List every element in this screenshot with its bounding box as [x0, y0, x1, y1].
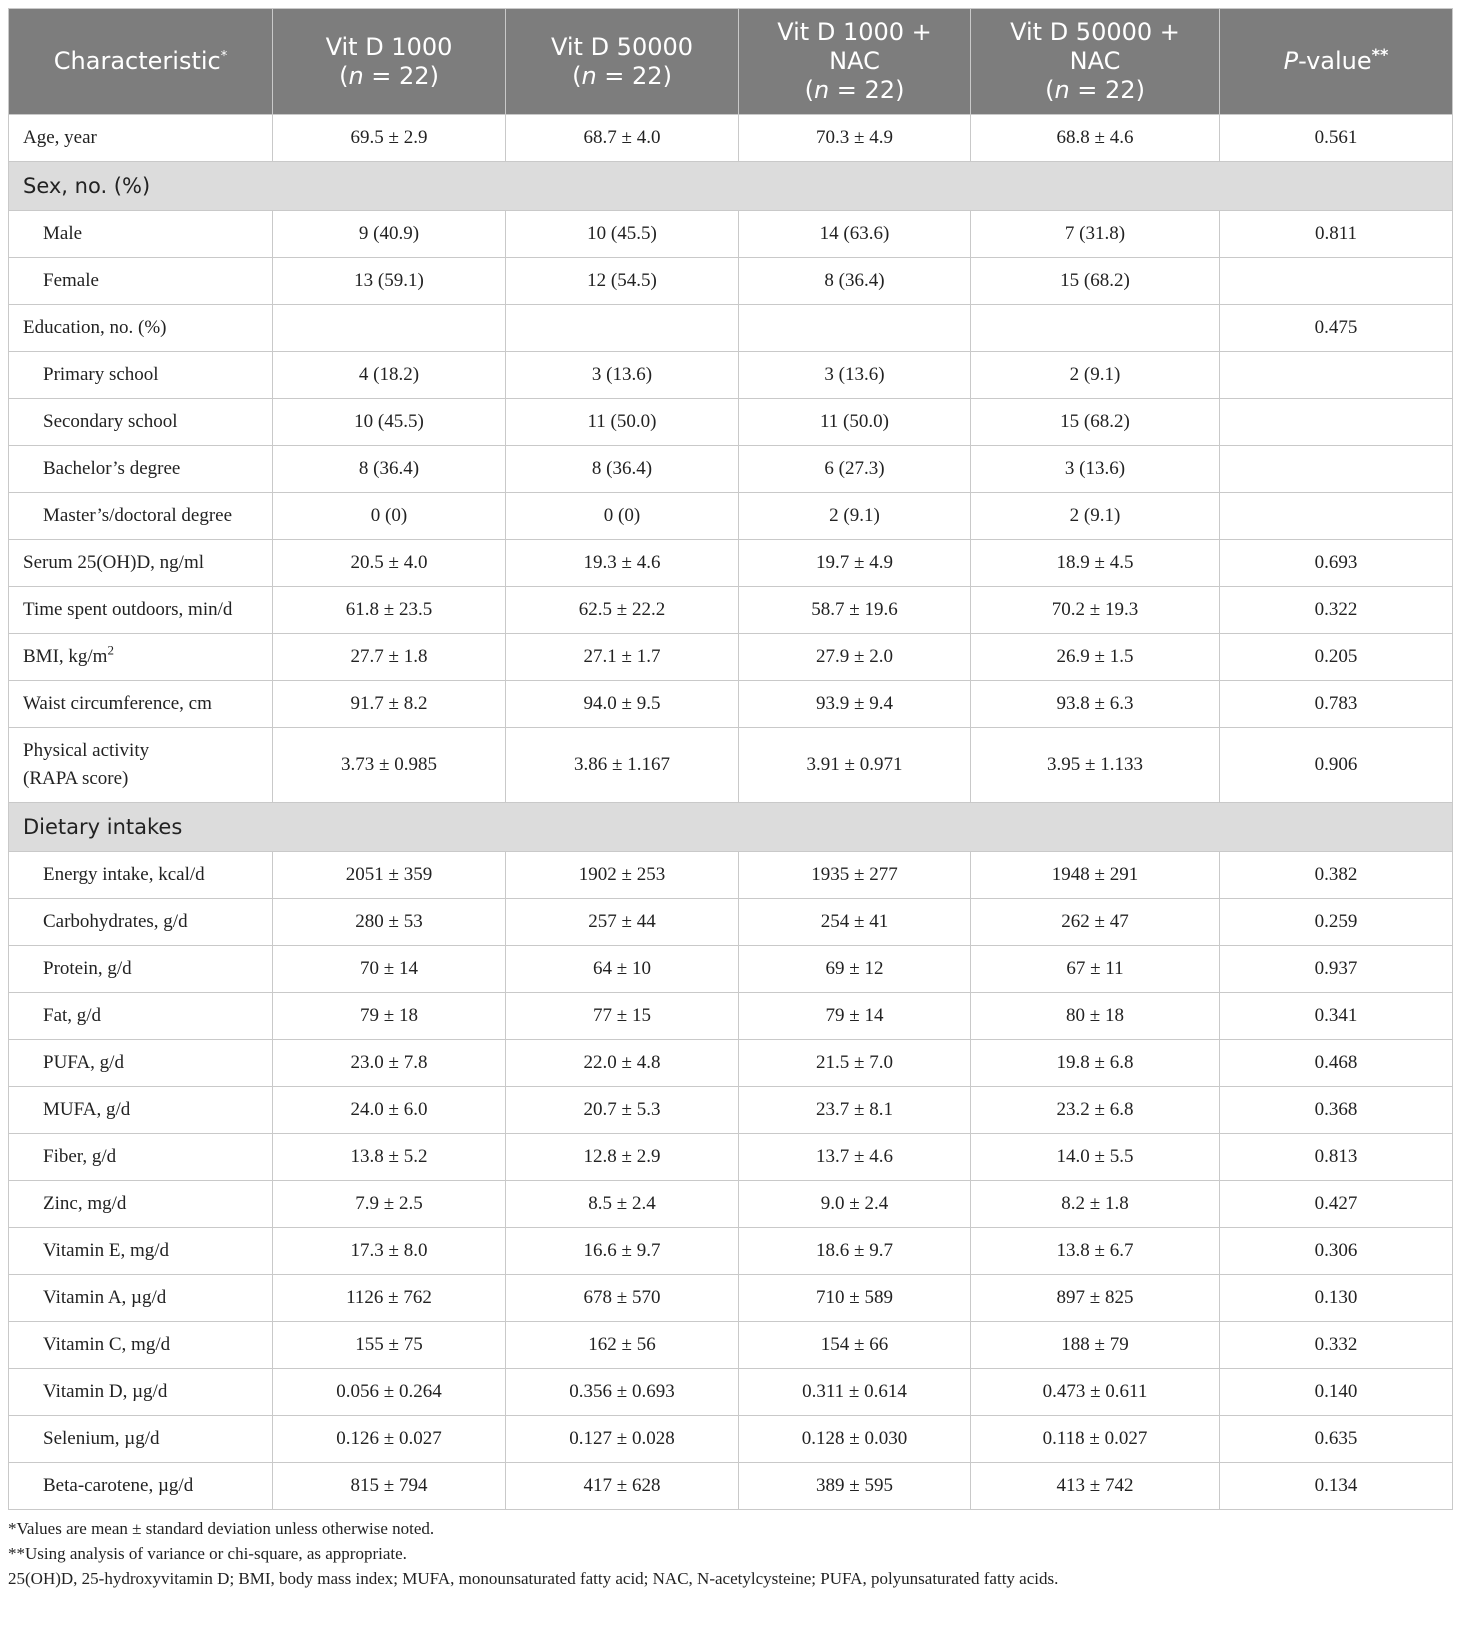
row-label: BMI, $kg/m^2$: [9, 634, 273, 681]
row-label: Protein, g/d: [9, 946, 273, 993]
header-vitd1000-nac-label2: NAC: [829, 47, 880, 75]
value-cell: 1935 ± 277: [739, 852, 971, 899]
value-cell: 2051 ± 359: [273, 852, 506, 899]
value-cell: [971, 305, 1220, 352]
value-cell: 162 ± 56: [506, 1322, 739, 1369]
value-cell: 70 ± 14: [273, 946, 506, 993]
value-cell: 13.7 ± 4.6: [739, 1134, 971, 1181]
value-cell: 93.8 ± 6.3: [971, 681, 1220, 728]
value-cell: 19.3 ± 4.6: [506, 540, 739, 587]
value-cell: 0.056 ± 0.264: [273, 1369, 506, 1416]
value-cell: 68.7 ± 4.0: [506, 115, 739, 162]
p-value-cell: 0.561: [1220, 115, 1453, 162]
value-cell: [273, 305, 506, 352]
row-label: MUFA, g/d: [9, 1087, 273, 1134]
p-value-cell: 0.306: [1220, 1228, 1453, 1275]
value-cell: 21.5 ± 7.0: [739, 1040, 971, 1087]
table-row: [9, 1416, 1453, 1463]
table-row: [9, 493, 1453, 540]
footnote-1: *Values are mean ± standard deviation unless otherwise noted.: [8, 1519, 435, 1538]
value-cell: [739, 305, 971, 352]
p-value-cell: 0.140: [1220, 1369, 1453, 1416]
table-row: [9, 587, 1453, 634]
row-label: Fat, g/d: [9, 993, 273, 1040]
table-row: [9, 540, 1453, 587]
value-cell: 62.5 ± 22.2: [506, 587, 739, 634]
value-cell: 188 ± 79: [971, 1322, 1220, 1369]
table-body: [9, 115, 1453, 1510]
header-vitd50000-nac-label2: NAC: [1069, 47, 1121, 75]
value-cell: 7 (31.8): [971, 211, 1220, 258]
table-row: [9, 1322, 1453, 1369]
value-cell: 79 ± 14: [739, 993, 971, 1040]
value-cell: 3.91 ± 0.971: [739, 728, 971, 803]
section-heading: Sex, no. (%): [9, 162, 1453, 211]
value-cell: 0.127 ± 0.028: [506, 1416, 739, 1463]
value-cell: 257 ± 44: [506, 899, 739, 946]
table-row: [9, 993, 1453, 1040]
value-cell: 26.9 ± 1.5: [971, 634, 1220, 681]
value-cell: 77 ± 15: [506, 993, 739, 1040]
row-label: Male: [9, 211, 273, 258]
table-row: [9, 446, 1453, 493]
value-cell: 20.5 ± 4.0: [273, 540, 506, 587]
table-row: [9, 1134, 1453, 1181]
header-vitd50000-nac-label: Vit D 50000 +: [1010, 18, 1180, 46]
value-cell: 64 ± 10: [506, 946, 739, 993]
row-label: Energy intake, kcal/d: [9, 852, 273, 899]
value-cell: 0.128 ± 0.030: [739, 1416, 971, 1463]
value-cell: 710 ± 589: [739, 1275, 971, 1322]
p-value-cell: 0.205: [1220, 634, 1453, 681]
value-cell: 2 (9.1): [739, 493, 971, 540]
value-cell: 155 ± 75: [273, 1322, 506, 1369]
value-cell: 27.7 ± 1.8: [273, 634, 506, 681]
value-cell: 18.6 ± 9.7: [739, 1228, 971, 1275]
table-row: [9, 946, 1453, 993]
p-value-cell: 0.130: [1220, 1275, 1453, 1322]
p-value-cell: 0.427: [1220, 1181, 1453, 1228]
p-value-cell: [1220, 258, 1453, 305]
value-cell: 23.0 ± 7.8: [273, 1040, 506, 1087]
row-label: Secondary school: [9, 399, 273, 446]
value-cell: 0.473 ± 0.611: [971, 1369, 1220, 1416]
value-cell: 69 ± 12: [739, 946, 971, 993]
value-cell: 91.7 ± 8.2: [273, 681, 506, 728]
p-value-cell: 0.937: [1220, 946, 1453, 993]
table-footnotes: [8, 1516, 1452, 1591]
value-cell: 3 (13.6): [506, 352, 739, 399]
value-cell: 8 (36.4): [273, 446, 506, 493]
value-cell: 12.8 ± 2.9: [506, 1134, 739, 1181]
row-label: Physical activity (RAPA score): [9, 728, 273, 803]
value-cell: 17.3 ± 8.0: [273, 1228, 506, 1275]
table-row: [9, 305, 1453, 352]
value-cell: 68.8 ± 4.6: [971, 115, 1220, 162]
header-p-value: [1220, 9, 1453, 115]
value-cell: 14.0 ± 5.5: [971, 1134, 1220, 1181]
table-row: [9, 1369, 1453, 1416]
value-cell: 8.5 ± 2.4: [506, 1181, 739, 1228]
header-vitd50000-nac: [971, 9, 1220, 115]
value-cell: 0.356 ± 0.693: [506, 1369, 739, 1416]
row-label: Selenium, µg/d: [9, 1416, 273, 1463]
value-cell: 0 (0): [273, 493, 506, 540]
value-cell: 3.73 ± 0.985: [273, 728, 506, 803]
p-value-cell: 0.341: [1220, 993, 1453, 1040]
row-label: Education, no. (%): [9, 305, 273, 352]
value-cell: 678 ± 570: [506, 1275, 739, 1322]
value-cell: 0.311 ± 0.614: [739, 1369, 971, 1416]
row-label: Vitamin C, mg/d: [9, 1322, 273, 1369]
header-characteristic-mark: *: [220, 49, 228, 64]
p-value-cell: [1220, 352, 1453, 399]
value-cell: 1902 ± 253: [506, 852, 739, 899]
value-cell: 154 ± 66: [739, 1322, 971, 1369]
table-row: [9, 399, 1453, 446]
section-row: [9, 162, 1453, 211]
section-heading: Dietary intakes: [9, 803, 1453, 852]
row-label: Master’s/doctoral degree: [9, 493, 273, 540]
row-label: Time spent outdoors, min/d: [9, 587, 273, 634]
row-label: Waist circumference, cm: [9, 681, 273, 728]
value-cell: 3.86 ± 1.167: [506, 728, 739, 803]
row-label: PUFA, g/d: [9, 1040, 273, 1087]
baseline-characteristics-table: [8, 8, 1453, 1510]
value-cell: 4 (18.2): [273, 352, 506, 399]
value-cell: 27.1 ± 1.7: [506, 634, 739, 681]
value-cell: 8 (36.4): [506, 446, 739, 493]
table-row: [9, 899, 1453, 946]
row-label: Vitamin A, µg/d: [9, 1275, 273, 1322]
value-cell: 67 ± 11: [971, 946, 1220, 993]
header-vitd1000-label: Vit D 1000: [325, 32, 453, 61]
value-cell: 6 (27.3): [739, 446, 971, 493]
row-label: Female: [9, 258, 273, 305]
table-row: [9, 852, 1453, 899]
value-cell: 11 (50.0): [739, 399, 971, 446]
p-value-cell: 0.635: [1220, 1416, 1453, 1463]
p-value-cell: [1220, 446, 1453, 493]
value-cell: 0.126 ± 0.027: [273, 1416, 506, 1463]
value-cell: 0.118 ± 0.027: [971, 1416, 1220, 1463]
value-cell: 93.9 ± 9.4: [739, 681, 971, 728]
p-value-cell: 0.783: [1220, 681, 1453, 728]
value-cell: 13.8 ± 5.2: [273, 1134, 506, 1181]
value-cell: 70.3 ± 4.9: [739, 115, 971, 162]
p-value-cell: 0.475: [1220, 305, 1453, 352]
value-cell: 417 ± 628: [506, 1463, 739, 1510]
header-vitd50000-label: Vit D 50000: [550, 32, 694, 61]
value-cell: 8 (36.4): [739, 258, 971, 305]
header-vitd50000: [506, 9, 739, 115]
value-cell: 8.2 ± 1.8: [971, 1181, 1220, 1228]
table-row: [9, 258, 1453, 305]
value-cell: 23.7 ± 8.1: [739, 1087, 971, 1134]
row-label: Vitamin E, mg/d: [9, 1228, 273, 1275]
p-value-cell: 0.693: [1220, 540, 1453, 587]
value-cell: 20.7 ± 5.3: [506, 1087, 739, 1134]
value-cell: 16.6 ± 9.7: [506, 1228, 739, 1275]
value-cell: 22.0 ± 4.8: [506, 1040, 739, 1087]
value-cell: 80 ± 18: [971, 993, 1220, 1040]
value-cell: 27.9 ± 2.0: [739, 634, 971, 681]
header-vitd1000-n: (n = 22): [339, 61, 439, 90]
p-value-cell: 0.468: [1220, 1040, 1453, 1087]
header-vitd1000-nac-n: (n = 22): [804, 76, 905, 104]
value-cell: 0 (0): [506, 493, 739, 540]
header-vitd1000: [273, 9, 506, 115]
value-cell: 19.7 ± 4.9: [739, 540, 971, 587]
table-row: [9, 681, 1453, 728]
value-cell: 15 (68.2): [971, 258, 1220, 305]
value-cell: 61.8 ± 23.5: [273, 587, 506, 634]
section-row: [9, 803, 1453, 852]
value-cell: 11 (50.0): [506, 399, 739, 446]
value-cell: 2 (9.1): [971, 493, 1220, 540]
table-row: [9, 1040, 1453, 1087]
p-value-cell: 0.322: [1220, 587, 1453, 634]
row-label: Fiber, g/d: [9, 1134, 273, 1181]
value-cell: 1126 ± 762: [273, 1275, 506, 1322]
value-cell: 9.0 ± 2.4: [739, 1181, 971, 1228]
value-cell: 13.8 ± 6.7: [971, 1228, 1220, 1275]
value-cell: 19.8 ± 6.8: [971, 1040, 1220, 1087]
p-value-cell: 0.134: [1220, 1463, 1453, 1510]
value-cell: 280 ± 53: [273, 899, 506, 946]
value-cell: 18.9 ± 4.5: [971, 540, 1220, 587]
value-cell: 13 (59.1): [273, 258, 506, 305]
table-row: [9, 634, 1453, 681]
value-cell: 262 ± 47: [971, 899, 1220, 946]
value-cell: 12 (54.5): [506, 258, 739, 305]
value-cell: 94.0 ± 9.5: [506, 681, 739, 728]
value-cell: 2 (9.1): [971, 352, 1220, 399]
header-characteristic: [9, 9, 273, 115]
value-cell: 24.0 ± 6.0: [273, 1087, 506, 1134]
row-label: Carbohydrates, g/d: [9, 899, 273, 946]
value-cell: 69.5 ± 2.9: [273, 115, 506, 162]
p-value-cell: 0.368: [1220, 1087, 1453, 1134]
header-vitd1000-nac-label: Vit D 1000 +: [777, 18, 932, 46]
value-cell: 254 ± 41: [739, 899, 971, 946]
value-cell: [506, 305, 739, 352]
value-cell: 815 ± 794: [273, 1463, 506, 1510]
value-cell: 7.9 ± 2.5: [273, 1181, 506, 1228]
value-cell: 413 ± 742: [971, 1463, 1220, 1510]
header-p-mark: **: [1371, 45, 1389, 64]
value-cell: 1948 ± 291: [971, 852, 1220, 899]
value-cell: 14 (63.6): [739, 211, 971, 258]
table-row: [9, 115, 1453, 162]
value-cell: 15 (68.2): [971, 399, 1220, 446]
table-row: [9, 1181, 1453, 1228]
footnote-3: 25(OH)D, 25-hydroxyvitamin D; BMI, body mass index; MUFA, monounsaturated fatty acid; NAC, N-acetylcysteine; PUFA, polyunsaturated fatty acids.: [8, 1569, 1059, 1588]
p-value-cell: 0.811: [1220, 211, 1453, 258]
header-vitd50000-n: (n = 22): [572, 61, 672, 90]
table-container: [8, 8, 1452, 1591]
p-value-cell: 0.259: [1220, 899, 1453, 946]
header-p-rest: -value: [1298, 47, 1372, 75]
table-row: [9, 352, 1453, 399]
table-row: [9, 1087, 1453, 1134]
row-label: Vitamin D, µg/d: [9, 1369, 273, 1416]
value-cell: 70.2 ± 19.3: [971, 587, 1220, 634]
value-cell: 389 ± 595: [739, 1463, 971, 1510]
footnote-2: **Using analysis of variance or chi-square, as appropriate.: [8, 1544, 407, 1563]
header-characteristic-label: Characteristic: [53, 47, 221, 75]
table-header: [9, 9, 1453, 115]
value-cell: 23.2 ± 6.8: [971, 1087, 1220, 1134]
value-cell: 897 ± 825: [971, 1275, 1220, 1322]
row-label: Zinc, mg/d: [9, 1181, 273, 1228]
value-cell: 10 (45.5): [273, 399, 506, 446]
header-p-italic: P: [1283, 47, 1299, 75]
row-label: Primary school: [9, 352, 273, 399]
table-row: [9, 1275, 1453, 1322]
table-row: [9, 1463, 1453, 1510]
row-label: Age, year: [9, 115, 273, 162]
row-label: Serum 25(OH)D, ng/ml: [9, 540, 273, 587]
value-cell: 9 (40.9): [273, 211, 506, 258]
value-cell: 3 (13.6): [739, 352, 971, 399]
header-vitd1000-nac: [739, 9, 971, 115]
p-value-cell: [1220, 493, 1453, 540]
p-value-cell: 0.382: [1220, 852, 1453, 899]
p-value-cell: [1220, 399, 1453, 446]
value-cell: 79 ± 18: [273, 993, 506, 1040]
row-label: Beta-carotene, µg/d: [9, 1463, 273, 1510]
p-value-cell: 0.813: [1220, 1134, 1453, 1181]
header-vitd50000-nac-n: (n = 22): [1045, 76, 1145, 104]
p-value-cell: 0.906: [1220, 728, 1453, 803]
value-cell: 10 (45.5): [506, 211, 739, 258]
p-value-cell: 0.332: [1220, 1322, 1453, 1369]
table-row: [9, 728, 1453, 803]
value-cell: 3 (13.6): [971, 446, 1220, 493]
table-row: [9, 1228, 1453, 1275]
value-cell: 58.7 ± 19.6: [739, 587, 971, 634]
row-label: Bachelor’s degree: [9, 446, 273, 493]
table-row: [9, 211, 1453, 258]
value-cell: 3.95 ± 1.133: [971, 728, 1220, 803]
